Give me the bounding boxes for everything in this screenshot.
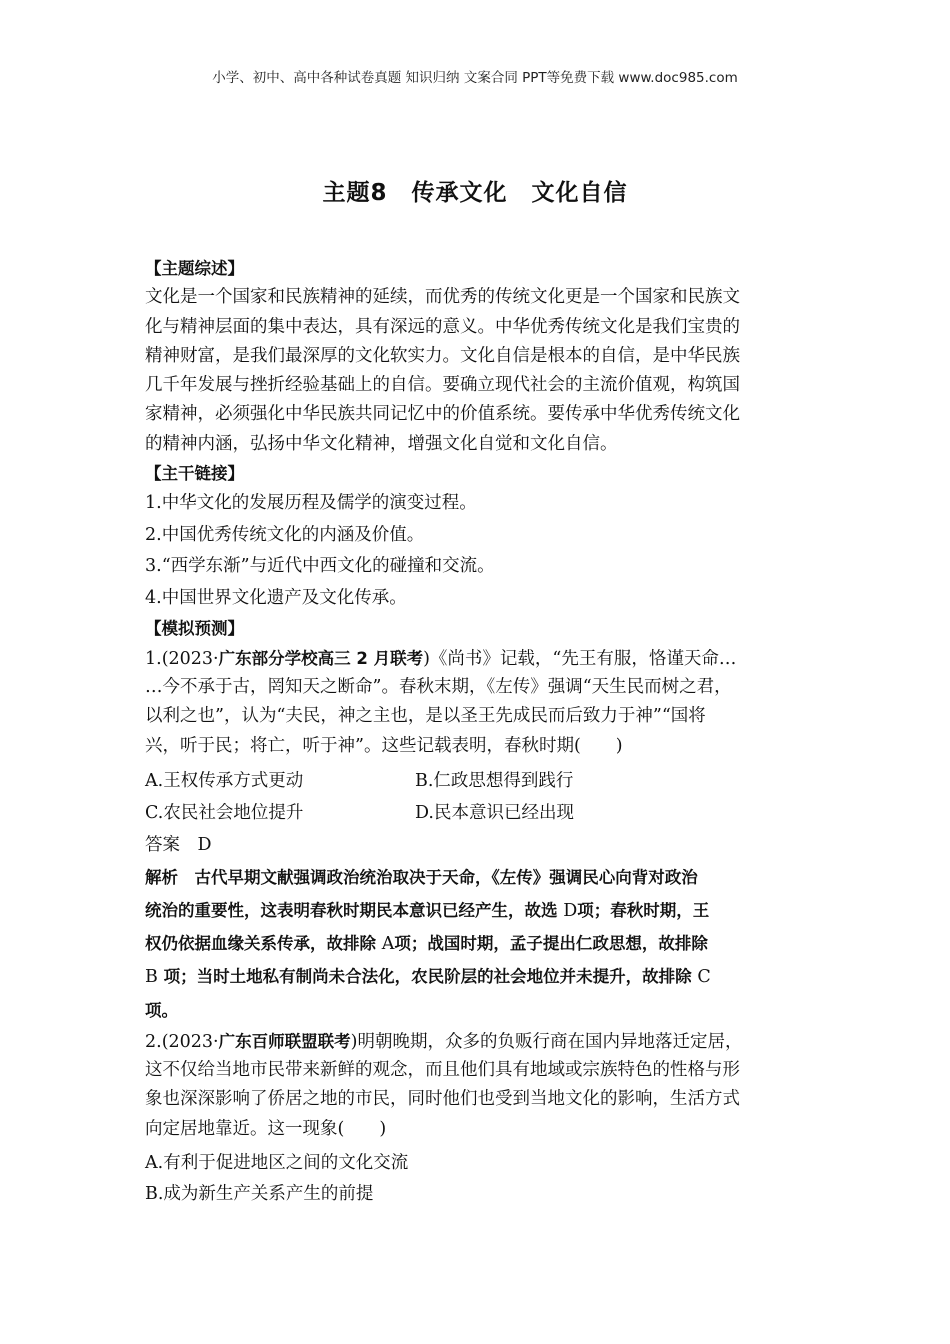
question-2 xyxy=(145,1027,810,1211)
analysis-text: 统治的重要性，这表明春秋时期民本意识已经产生，故选 xyxy=(145,901,558,921)
links-list xyxy=(145,488,810,614)
option-d: D.民本意识已经出现 xyxy=(415,802,574,823)
question-2-line xyxy=(145,1027,810,1056)
links-item: 1.中华文化的发展历程及儒学的演变过程。 xyxy=(145,493,477,514)
option-a: A.有利于促进地区之间的文化交流 xyxy=(145,1152,409,1173)
option-c: C.农民社会地位提升 xyxy=(145,802,304,823)
option-b: B.成为新生产关系产生的前提 xyxy=(145,1184,374,1205)
overview-heading: 【主题综述】 xyxy=(145,259,244,278)
option-b: B.仁政思想得到践行 xyxy=(415,770,574,791)
analysis-text: 项；当时土地私有制尚未合法化，农民阶层的社会地位并未提升，故排除 xyxy=(163,967,692,987)
analysis-text: 权仍依据血缘关系传承，故排除 xyxy=(145,934,376,954)
predict-heading: 【模拟预测】 xyxy=(145,619,244,639)
question-1-analysis xyxy=(145,861,810,1027)
overview-line: 文化是一个国家和民族精神的延续，而优秀的传统文化更是一个国家和民族文 xyxy=(145,287,740,308)
question-1-line: 以利之也”，认为“夫民，神之主也，是以圣王先成民而后致力于神”“国将 xyxy=(145,706,706,727)
overview-line: 化与精神层面的集中表达，具有深远的意义。中华优秀传统文化是我们宝贵的 xyxy=(145,316,740,337)
page-title: 主题8 传承文化 文化自信 xyxy=(322,180,628,206)
question-2-line: 向定居地靠近。这一现象( ) xyxy=(145,1118,387,1139)
analysis-option-letter: A xyxy=(381,934,395,955)
analysis-line xyxy=(145,861,810,894)
links-item: 3.“西学东渐”与近代中西文化的碰撞和交流。 xyxy=(145,556,495,577)
question-2-line: 象也深深影响了侨居之地的市民，同时他们也受到当地文化的影响，生活方式 xyxy=(145,1089,740,1110)
analysis-label: 解析 xyxy=(145,867,178,887)
question-1-line: 兴，听于民；将亡，听于神”。这些记载表明，春秋时期( ) xyxy=(145,735,623,756)
question-1-options-row xyxy=(145,765,810,797)
question-2-line: 这不仅给当地市民带来新鲜的观念，而且他们具有地域或宗族特色的性格与形 xyxy=(145,1060,740,1081)
analysis-option-letter: D xyxy=(563,901,578,922)
overview-line: 家精神，必须强化中华民族共同记忆中的价值系统。要传承中华优秀传统文化 xyxy=(145,404,740,425)
analysis-text: 项；战国时期，孟子提出仁政思想，故排除 xyxy=(394,934,708,954)
analysis-line xyxy=(145,927,810,960)
question-1-line xyxy=(145,644,810,673)
question-1-answer: 答案 D xyxy=(145,834,212,855)
overview-line: 的精神内涵，弘扬中华文化精神，增强文化自觉和文化自信。 xyxy=(145,433,618,454)
page-header: 小学、初中、高中各种试卷真题 知识归纳 文案合同 PPT等免费下载 www.doc985.com xyxy=(212,70,738,86)
question-1-options-row xyxy=(145,797,810,829)
links-item: 2.中国优秀传统文化的内涵及价值。 xyxy=(145,524,425,545)
analysis-text: 古代早期文献强调政治统治取决于天命，《左传》强调民心向背对政治 xyxy=(178,867,698,887)
question-1-text: )《尚书》记载，“先王有服，恪谨天命… xyxy=(423,648,737,669)
analysis-line xyxy=(145,894,810,927)
question-1 xyxy=(145,644,810,1027)
analysis-line xyxy=(145,960,810,993)
overview-line: 几千年发展与挫折经验基础上的自信。要确立现代社会的主流价值观，构筑国 xyxy=(145,375,740,396)
overview-line: 精神财富，是我们最深厚的文化软实力。文化自信是根本的自信，是中华民族 xyxy=(145,345,740,366)
analysis-option-letter: B xyxy=(145,967,158,988)
question-2-source: 广东百师联盟联考 xyxy=(218,1031,351,1051)
analysis-line: 项。 xyxy=(145,1000,178,1020)
links-item: 4.中国世界文化遗产及文化传承。 xyxy=(145,587,407,608)
question-2-prefix: 2.(2023· xyxy=(145,1031,219,1052)
question-1-line: …今不承于古，罔知天之断命”。春秋末期，《左传》强调“天生民而树之君， xyxy=(145,676,732,697)
option-a: A.王权传承方式更动 xyxy=(145,770,304,791)
question-1-source: 广东部分学校高三 2 月联考 xyxy=(218,648,424,668)
analysis-text: 项；春秋时期，王 xyxy=(577,901,710,921)
overview-paragraph xyxy=(145,283,810,459)
analysis-option-letter: C xyxy=(697,967,711,988)
document-body xyxy=(145,254,810,1211)
links-heading: 【主干链接】 xyxy=(145,464,244,484)
question-2-text: )明朝晚期，众多的负贩行商在国内异地落迁定居， xyxy=(350,1031,743,1052)
question-1-prefix: 1.(2023· xyxy=(145,648,219,669)
